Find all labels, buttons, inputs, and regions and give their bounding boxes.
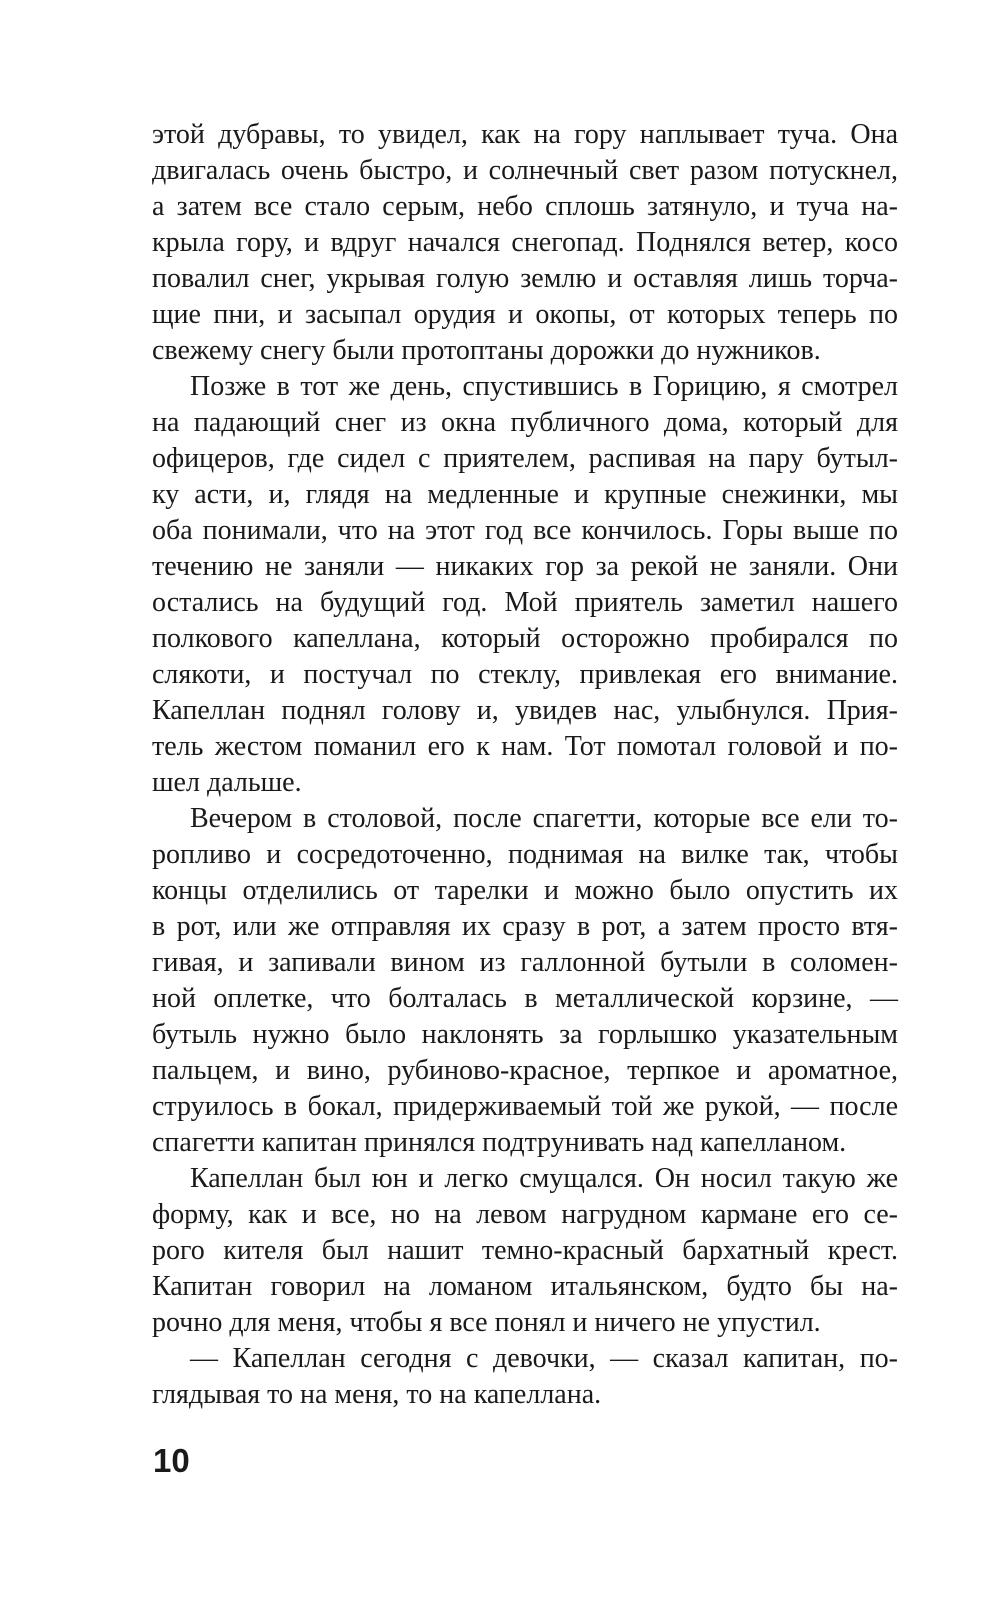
text-line: слякоти, и постучал по стеклу, привлекая его внимание. xyxy=(152,659,898,690)
paragraph xyxy=(152,1161,898,1341)
text-line: рочно для меня, чтобы я все понял и ничего не упустил. xyxy=(152,1307,821,1338)
text-line: полкового капеллана, который осторожно пробирался по xyxy=(152,623,898,654)
text-line: крыла гору, и вдруг начался снегопад. Поднялся ветер, косо xyxy=(152,227,898,258)
text-line: ной оплетке, что болталась в металлической корзине, — xyxy=(152,983,898,1014)
text-line: Позже в тот же день, спустившись в Горицию, я смотрел xyxy=(190,371,898,402)
text-line: — Капеллан сегодня с девочки, — сказал капитан, по- xyxy=(190,1343,898,1374)
text-line: этой дубравы, то увидел, как на гору наплывает туча. Она xyxy=(152,119,898,150)
text-line: пальцем, и вино, рубиново-красное, терпкое и ароматное, xyxy=(152,1055,898,1086)
paragraph xyxy=(152,1341,898,1413)
text-line: бутыль нужно было наклонять за горлышко указательным xyxy=(152,1019,898,1050)
page-text xyxy=(152,117,898,1413)
text-line: рого кителя был нашит темно-красный бархатный крест. xyxy=(152,1235,898,1266)
paragraph xyxy=(152,801,898,1161)
text-line: офицеров, где сидел с приятелем, распивая на пару бутыл- xyxy=(152,443,898,474)
text-line: Капитан говорил на ломаном итальянском, будто бы на- xyxy=(152,1271,898,1302)
text-line: ку асти, и, глядя на медленные и крупные снежинки, мы xyxy=(152,479,898,510)
text-line: повалил снег, укрывая голую землю и оставляя лишь торча- xyxy=(152,263,898,294)
text-line: а затем все стало серым, небо сплошь затянуло, и туча на- xyxy=(152,191,898,222)
text-line: щие пни, и засыпал орудия и окопы, от которых теперь по xyxy=(152,299,898,330)
paragraph xyxy=(152,117,898,369)
text-line: спагетти капитан принялся подтрунивать над капелланом. xyxy=(152,1127,847,1158)
text-line: в рот, или же отправляя их сразу в рот, а затем просто втя- xyxy=(152,911,898,942)
text-line: шел дальше. xyxy=(152,767,302,798)
text-line: течению не заняли — никаких гор за рекой не заняли. Они xyxy=(152,551,898,582)
text-line: Вечером в столовой, после спагетти, которые все ели то- xyxy=(190,803,898,834)
text-line: глядывая то на меня, то на капеллана. xyxy=(152,1379,602,1410)
text-line: форму, как и все, но на левом нагрудном кармане его се- xyxy=(152,1199,898,1230)
text-line: тель жестом поманил его к нам. Тот помотал головой и по- xyxy=(152,731,898,762)
page-number: 10 xyxy=(153,1442,190,1479)
text-line: оба понимали, что на этот год все кончилось. Горы выше по xyxy=(152,515,898,546)
text-line: струилось в бокал, придерживаемый той же рукой, — после xyxy=(152,1091,898,1122)
text-line: двигалась очень быстро, и солнечный свет разом потускнел, xyxy=(152,155,898,186)
text-line: Капеллан был юн и легко смущался. Он носил такую же xyxy=(190,1163,898,1194)
paragraph xyxy=(152,369,898,801)
text-line: свежему снегу были протоптаны дорожки до нужников. xyxy=(152,335,821,366)
text-line: остались на будущий год. Мой приятель заметил нашего xyxy=(152,587,898,618)
text-line: концы отделились от тарелки и можно было опустить их xyxy=(152,875,898,906)
text-line: ропливо и сосредоточенно, поднимая на вилке так, чтобы xyxy=(152,839,898,870)
text-line: гивая, и запивали вином из галлонной бутыли в соломен- xyxy=(152,947,898,978)
text-line: Капеллан поднял голову и, увидев нас, улыбнулся. Прия- xyxy=(152,695,898,726)
text-line: на падающий снег из окна публичного дома, который для xyxy=(152,407,898,438)
